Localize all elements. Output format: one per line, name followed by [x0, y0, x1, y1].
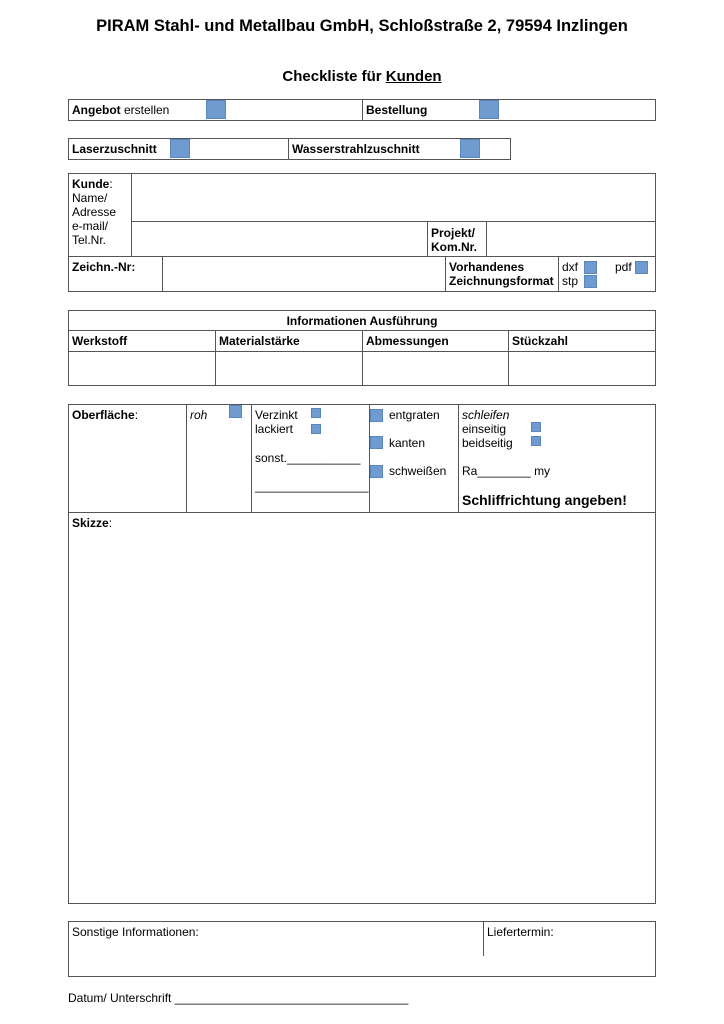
- sketch-area[interactable]: [69, 532, 655, 902]
- stp-checkbox[interactable]: [584, 275, 597, 288]
- angebot-label: [72, 103, 169, 117]
- company-header: PIRAM Stahl- und Metallbau GmbH, Schloßstraße 2, 79594 Inzlingen: [96, 17, 628, 35]
- page-title-underlined: Kunden: [385, 68, 442, 85]
- sonst-field[interactable]: sonst.___________: [255, 451, 361, 465]
- werkstoff-field[interactable]: [69, 352, 214, 385]
- einseitig-checkbox[interactable]: [531, 422, 541, 432]
- roh-label: roh: [190, 408, 208, 422]
- projekt-field[interactable]: [487, 222, 655, 255]
- page-title-prefix: Checkliste für: [282, 68, 386, 85]
- dxf-checkbox[interactable]: [584, 261, 597, 274]
- bestellung-label: Bestellung: [366, 103, 428, 117]
- stp-label: stp: [562, 274, 579, 288]
- skizze-label-bold: Skizze: [72, 516, 109, 530]
- wasserstrahlzuschnitt-label: Wasserstrahlzuschnitt: [292, 142, 420, 156]
- tel-label: Tel.Nr.: [72, 233, 107, 247]
- email-label: e-mail/: [72, 219, 109, 233]
- lackiert-checkbox[interactable]: [311, 424, 321, 434]
- entgraten-label: entgraten: [389, 408, 440, 422]
- oberflaeche-label: [72, 408, 138, 422]
- skizze-label-colon: :: [108, 516, 113, 530]
- entgraten-checkbox[interactable]: [370, 409, 383, 422]
- pdf-checkbox[interactable]: [635, 261, 648, 274]
- beidseitig-label: beidseitig: [462, 436, 513, 450]
- angebot-checkbox[interactable]: [206, 100, 226, 119]
- lackiert-label: lackiert: [255, 422, 294, 436]
- customer-contact-field[interactable]: [132, 222, 426, 255]
- stueckzahl-field[interactable]: [509, 352, 655, 385]
- schleifen-label: schleifen: [462, 408, 510, 422]
- col-materialstaerke: Materialstärke: [219, 334, 300, 348]
- beidseitig-checkbox[interactable]: [531, 436, 541, 446]
- liefertermin-field[interactable]: [484, 940, 655, 956]
- zeichn-field[interactable]: [163, 257, 444, 291]
- col-werkstoff: Werkstoff: [72, 334, 128, 348]
- kanten-label: kanten: [389, 436, 426, 450]
- schliffrichtung-note: Schliffrichtung angeben!: [462, 492, 627, 508]
- liefertermin-label: Liefertermin:: [487, 925, 554, 939]
- laserzuschnitt-checkbox[interactable]: [170, 139, 190, 158]
- einseitig-label: einseitig: [462, 422, 507, 436]
- col-stueckzahl: Stückzahl: [512, 334, 569, 348]
- angebot-label-bold: Angebot: [72, 103, 121, 117]
- info-title: Informationen Ausführung: [286, 314, 438, 328]
- bestellung-checkbox[interactable]: [479, 100, 499, 119]
- angebot-label-rest: erstellen: [120, 103, 170, 117]
- roh-checkbox[interactable]: [229, 405, 242, 418]
- kunde-label: [72, 177, 113, 191]
- zeichn-label: Zeichn.-Nr:: [72, 260, 136, 274]
- sonstige-field[interactable]: [69, 940, 482, 976]
- page-title: [0, 68, 724, 86]
- verzinkt-checkbox[interactable]: [311, 408, 321, 418]
- zeichnungsformat-label: Zeichnungsformat: [449, 274, 554, 288]
- wasserstrahlzuschnitt-checkbox[interactable]: [460, 139, 480, 158]
- schweissen-checkbox[interactable]: [370, 465, 383, 478]
- skizze-label: [72, 516, 112, 530]
- kunde-label-colon: :: [109, 177, 113, 191]
- signature-line[interactable]: Datum/ Unterschrift ___________________________________: [68, 991, 409, 1005]
- name-label: Name/: [72, 191, 108, 205]
- kanten-checkbox[interactable]: [370, 436, 383, 449]
- projekt-label: Projekt/: [431, 226, 476, 240]
- ra-field[interactable]: Ra________ my: [462, 464, 551, 478]
- sonstige-label: Sonstige Informationen:: [72, 925, 199, 939]
- materialstaerke-field[interactable]: [216, 352, 361, 385]
- col-abmessungen: Abmessungen: [366, 334, 449, 348]
- oberflaeche-label-bold: Oberfläche: [72, 408, 135, 422]
- dxf-label: dxf: [562, 260, 579, 274]
- sonst-extra-line[interactable]: _________________: [255, 479, 369, 493]
- pdf-label: pdf: [615, 260, 632, 274]
- schweissen-label: schweißen: [389, 464, 447, 478]
- kom-label: Kom.Nr.: [431, 240, 478, 254]
- customer-name-field[interactable]: [132, 174, 655, 220]
- oberflaeche-label-colon: :: [134, 408, 139, 422]
- kunde-label-bold: Kunde: [72, 177, 110, 191]
- vorhandenes-label: Vorhandenes: [449, 260, 525, 274]
- adresse-label: Adresse: [72, 205, 117, 219]
- verzinkt-label: Verzinkt: [255, 408, 298, 422]
- laserzuschnitt-label: Laserzuschnitt: [72, 142, 157, 156]
- abmessungen-field[interactable]: [363, 352, 507, 385]
